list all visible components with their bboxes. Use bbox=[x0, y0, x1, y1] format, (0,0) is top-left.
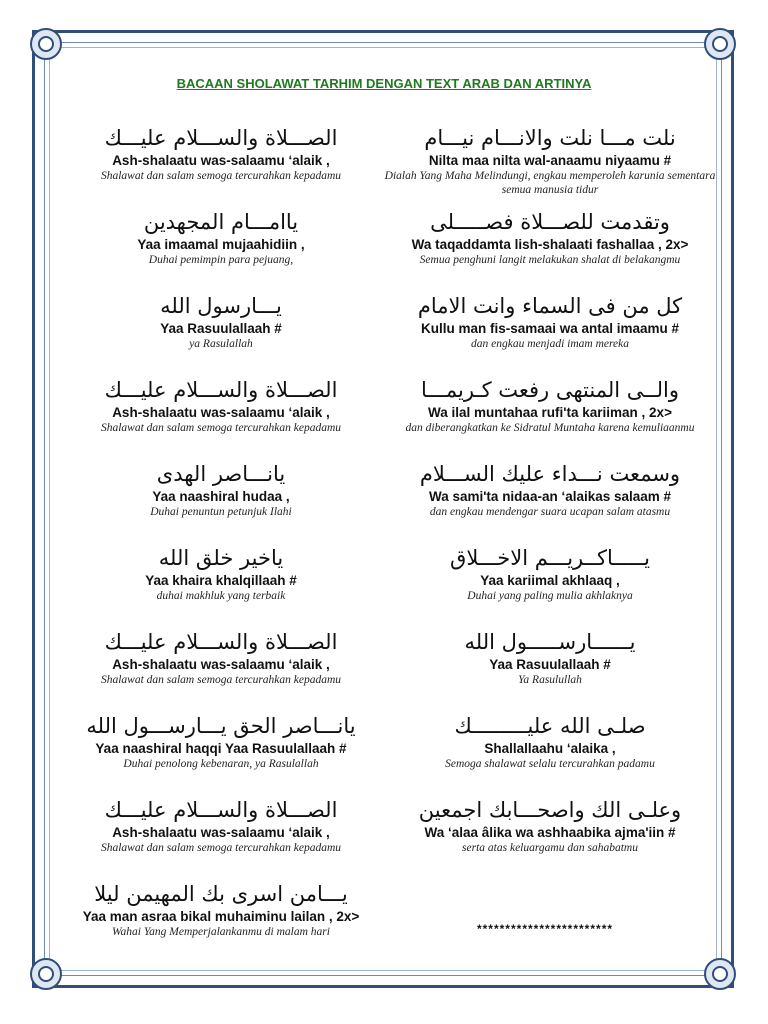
verse-entry bbox=[380, 796, 720, 880]
right-column bbox=[380, 124, 720, 880]
arabic-text: يــــــارســـــول الله bbox=[464, 630, 636, 654]
verse-entry bbox=[380, 628, 720, 712]
arabic-text: صلـى الله عليـــــــــك bbox=[454, 714, 646, 738]
transliteration: Ash-shalaatu was-salaamu ‘alaik , bbox=[112, 153, 330, 168]
verse-entry bbox=[380, 376, 720, 460]
transliteration: Yaa man asraa bikal muhaiminu lailan , 2x> bbox=[82, 909, 360, 924]
verse-entry bbox=[56, 376, 386, 460]
arabic-text: الصـــلاة والســـلام عليـــك bbox=[104, 630, 338, 654]
translation: Duhai penolong kebenaran, ya Rasulallah bbox=[123, 758, 319, 770]
translation: Duhai penuntun petunjuk Ilahi bbox=[150, 506, 292, 518]
corner-ornament-icon bbox=[704, 958, 736, 990]
translation: dan diberangkatkan ke Sidratul Muntaha karena kemuliaanmu bbox=[405, 422, 695, 434]
translation: dan engkau mendengar suara ucapan salam atasmu bbox=[429, 506, 671, 518]
translation: Wahai Yang Memperjalankanmu di malam hari bbox=[112, 926, 330, 938]
arabic-text: ياامـــام المجهدين bbox=[143, 210, 299, 234]
verse-entry bbox=[56, 544, 386, 628]
transliteration: Wa sami'ta nidaa-an ‘alaikas salaam # bbox=[428, 489, 672, 504]
translation: Duhai yang paling mulia akhlaknya bbox=[467, 590, 633, 602]
arabic-text: والــى المنتهى رفعت كـريمـــا bbox=[421, 378, 679, 402]
verse-entry bbox=[56, 796, 386, 880]
verse-entry bbox=[56, 460, 386, 544]
arabic-text: يانـــاصر الهدى bbox=[156, 462, 286, 486]
translation: duhai makhluk yang terbaik bbox=[156, 590, 286, 602]
translation: Shalawat dan salam semoga tercurahkan kepadamu bbox=[100, 170, 342, 182]
verse-entry bbox=[380, 208, 720, 292]
verse-entry bbox=[56, 208, 386, 292]
transliteration: Yaa khaira khalqillaah # bbox=[145, 573, 297, 588]
transliteration: Yaa kariimal akhlaaq , bbox=[480, 573, 620, 588]
transliteration: Yaa imaamal mujaahidiin , bbox=[137, 237, 305, 252]
translation: Dialah Yang Maha Melindungi, engkau memperoleh karunia sementara semua manusia tidur bbox=[384, 170, 716, 196]
corner-ornament-icon bbox=[704, 28, 736, 60]
translation: Ya Rasulullah bbox=[518, 674, 582, 686]
document-title: BACAAN SHOLAWAT TARHIM DENGAN TEXT ARAB DAN ARTINYA bbox=[176, 76, 592, 91]
arabic-text: يـــارسول الله bbox=[160, 294, 282, 318]
verse-entry bbox=[380, 544, 720, 628]
verse-entry bbox=[56, 124, 386, 208]
verse-entry bbox=[56, 292, 386, 376]
transliteration: Yaa naashiral haqqi Yaa Rasuulallaah # bbox=[95, 741, 347, 756]
translation: Shalawat dan salam semoga tercurahkan kepadamu bbox=[100, 674, 342, 686]
arabic-text: يـــــاكــريـــم الاخـــلاق bbox=[450, 546, 650, 570]
arabic-text: وسمعت نـــداء عليك الســـلام bbox=[419, 462, 681, 486]
transliteration: Yaa Rasuulallaah # bbox=[489, 657, 611, 672]
verse-entry bbox=[380, 712, 720, 796]
arabic-text: الصـــلاة والســـلام عليـــك bbox=[104, 378, 338, 402]
verse-entry bbox=[56, 880, 386, 964]
verse-entry bbox=[56, 628, 386, 712]
translation: serta atas keluargamu dan sahabatmu bbox=[462, 842, 638, 854]
transliteration: Wa taqaddamta lish-shalaati fashallaa , 2x> bbox=[411, 237, 689, 252]
translation: Shalawat dan salam semoga tercurahkan kepadamu bbox=[100, 422, 342, 434]
arabic-text: الصـــلاة والســـلام عليـــك bbox=[104, 126, 338, 150]
arabic-text: يـــامن اسرى بك المهيمن ليلا bbox=[94, 882, 348, 906]
transliteration: Wa ilal muntahaa rufi'ta kariiman , 2x> bbox=[428, 405, 672, 420]
corner-ornament-icon bbox=[30, 28, 62, 60]
arabic-text: الصـــلاة والســـلام عليـــك bbox=[104, 798, 338, 822]
arabic-text: كل من فى السماء وانت الامام bbox=[417, 294, 683, 318]
verse-entry bbox=[56, 712, 386, 796]
left-column bbox=[56, 124, 386, 964]
transliteration: Ash-shalaatu was-salaamu ‘alaik , bbox=[112, 657, 330, 672]
translation: Semua penghuni langit melakukan shalat di belakangmu bbox=[419, 254, 681, 266]
verse-entry bbox=[380, 460, 720, 544]
arabic-text: ياخير خلق الله bbox=[158, 546, 284, 570]
arabic-text: وعلـى الك واصحـــابك اجمعين bbox=[418, 798, 682, 822]
translation: Duhai pemimpin para pejuang, bbox=[148, 254, 294, 266]
translation: dan engkau menjadi imam mereka bbox=[471, 338, 629, 350]
translation: Shalawat dan salam semoga tercurahkan kepadamu bbox=[100, 842, 342, 854]
transliteration: Yaa naashiral hudaa , bbox=[152, 489, 290, 504]
arabic-text: يانـــاصر الحق يـــارســـول الله bbox=[86, 714, 356, 738]
translation: ya Rasulallah bbox=[189, 338, 253, 350]
verse-entry bbox=[380, 292, 720, 376]
separator-stars: ************************ bbox=[476, 922, 614, 936]
arabic-text: نلت مـــا نلت والانـــام نيـــام bbox=[424, 126, 676, 150]
arabic-text: وتقدمت للصـــلاة فصـــــلى bbox=[430, 210, 670, 234]
transliteration: Shallallaahu ‘alaika , bbox=[484, 741, 616, 756]
translation: Semoga shalawat selalu tercurahkan padamu bbox=[445, 758, 655, 770]
transliteration: Nilta maa nilta wal-anaamu niyaamu # bbox=[428, 153, 672, 168]
transliteration: Ash-shalaatu was-salaamu ‘alaik , bbox=[112, 405, 330, 420]
transliteration: Yaa Rasuulallaah # bbox=[160, 321, 282, 336]
transliteration: Kullu man fis-samaai wa antal imaamu # bbox=[420, 321, 680, 336]
transliteration: Wa ‘alaa âlika wa ashhaabika ajma'iin # bbox=[424, 825, 676, 840]
transliteration: Ash-shalaatu was-salaamu ‘alaik , bbox=[112, 825, 330, 840]
verse-entry bbox=[380, 124, 720, 208]
